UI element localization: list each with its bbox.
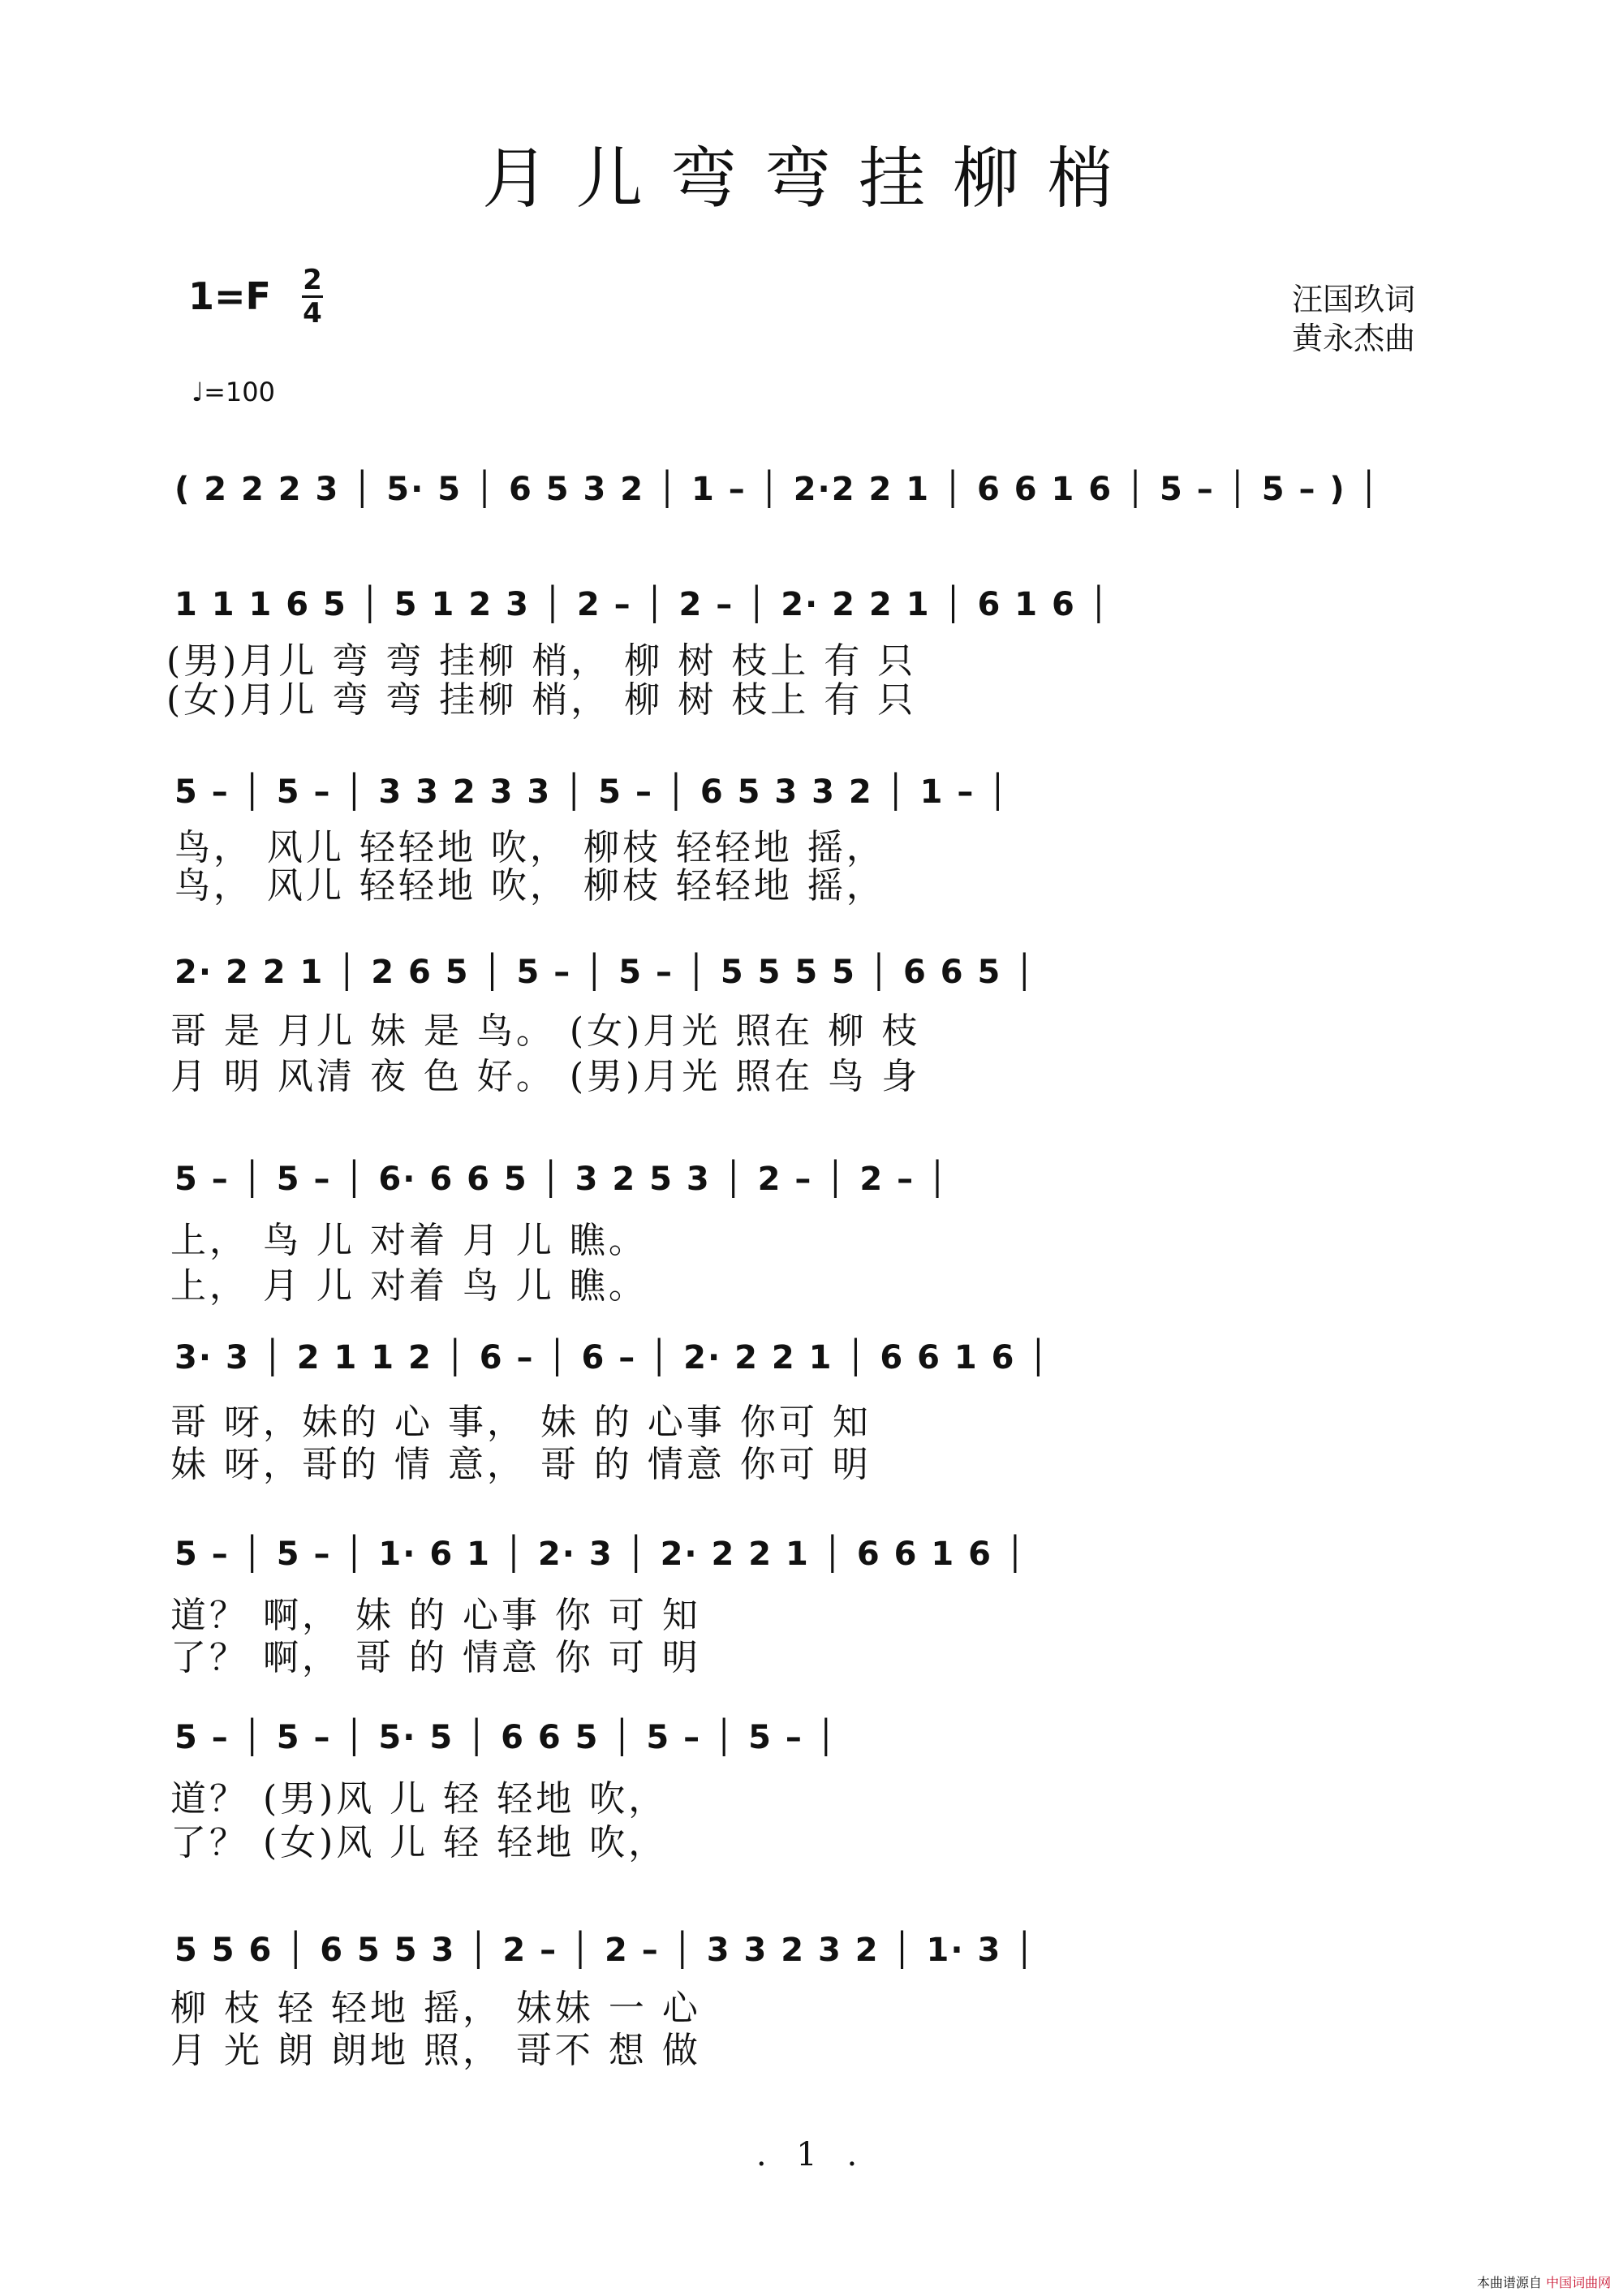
time-signature-top: 2: [303, 264, 322, 296]
system-8-lyrics-2: 了？ (女)风 儿 轻 轻地 吹，: [170, 1822, 668, 1863]
system-2-lyrics-2: (女)月儿 弯 弯 挂柳 梢， 柳 树 枝上 有 只: [166, 679, 917, 721]
system-3-lyrics-2: 鸟， 风儿 轻轻地 吹， 柳枝 轻轻地 摇，: [174, 865, 885, 907]
system-6-lyrics-1: 哥 呀，妹的 心 事， 妹 的 心事 你可 知: [170, 1402, 872, 1443]
system-4-notes: 2· 2 2 1 │ 2 6 5 │ 5 – │ 5 – │ 5 5 5 5 │ 6 6 5 │: [174, 954, 1036, 991]
tempo-marking: ♩=100: [192, 377, 275, 407]
footer-site-name: 中国词曲网: [1546, 2275, 1612, 2290]
page-number: . 1 .: [756, 2136, 867, 2173]
footer-credit: [1477, 2272, 1611, 2291]
system-7-lyrics-1: 道？ 啊， 妹 的 心事 你 可 知: [170, 1595, 701, 1636]
system-7-lyrics-2: 了？ 啊， 哥 的 情意 你 可 明: [170, 1637, 701, 1678]
song-title: 月儿弯弯挂柳梢: [481, 140, 1141, 218]
system-5-lyrics-1: 上， 鸟 儿 对着 月 儿 瞧。: [170, 1220, 648, 1261]
system-5-lyrics-2: 上， 月 儿 对着 鸟 儿 瞧。: [170, 1265, 648, 1307]
system-7-notes: 5 – │ 5 – │ 1· 6 1 │ 2· 3 │ 2· 2 2 1 │ 6 6 1 6 │: [174, 1536, 1027, 1573]
system-3-lyrics-1: 鸟， 风儿 轻轻地 吹， 柳枝 轻轻地 摇，: [174, 827, 885, 868]
system-5-notes: 5 – │ 5 – │ 6· 6 6 5 │ 3 2 5 3 │ 2 – │ 2 – │: [174, 1161, 949, 1198]
key-signature: 1=F: [188, 274, 271, 318]
system-9-lyrics-2: 月 光 朗 朗地 照， 哥不 想 做: [170, 2030, 701, 2071]
system-6-lyrics-2: 妹 呀，哥的 情 意， 哥 的 情意 你可 明: [170, 1444, 872, 1485]
system-9-lyrics-1: 柳 枝 轻 轻地 摇， 妹妹 一 心: [170, 1988, 701, 2029]
system-8-lyrics-1: 道？ (男)风 儿 轻 轻地 吹，: [170, 1778, 668, 1820]
system-9-notes: 5 5 6 │ 6 5 5 3 │ 2 – │ 2 – │ 3 3 2 3 2 │ 1· 3 │: [174, 1932, 1036, 1969]
system-2-notes: 1 1 1 6 5 │ 5 1 2 3 │ 2 – │ 2 – │ 2· 2 2 1 │ 6 1 6 │: [174, 586, 1110, 623]
system-3-notes: 5 – │ 5 – │ 3 3 2 3 3 │ 5 – │ 6 5 3 3 2 │ 1 – │: [174, 773, 1010, 811]
system-4-lyrics-2: 月 明 风清 夜 色 好。 (男)月光 照在 鸟 身: [170, 1056, 921, 1097]
system-2-lyrics-1: (男)月儿 弯 弯 挂柳 梢， 柳 树 枝上 有 只: [166, 640, 917, 682]
lyricist: 汪国玖词: [1292, 282, 1416, 317]
system-8-notes: 5 – │ 5 – │ 5· 5 │ 6 6 5 │ 5 – │ 5 – │: [174, 1719, 837, 1756]
system-1-notes: ( 2 2 2 3 │ 5· 5 │ 6 5 3 2 │ 1 – │ 2·2 2 1 │ 6 6 1 6 │ 5 – │ 5 – ) │: [174, 471, 1380, 508]
time-signature: [302, 265, 323, 329]
time-signature-bottom: 4: [303, 297, 322, 330]
composer: 黄永杰曲: [1292, 321, 1416, 356]
system-4-lyrics-1: 哥 是 月儿 妹 是 鸟。 (女)月光 照在 柳 枝: [170, 1010, 921, 1052]
system-6-notes: 3· 3 │ 2 1 1 2 │ 6 – │ 6 – │ 2· 2 2 1 │ 6 6 1 6 │: [174, 1339, 1050, 1376]
footer-source-label: 本曲谱源自: [1477, 2275, 1543, 2290]
credits: [1292, 280, 1415, 358]
